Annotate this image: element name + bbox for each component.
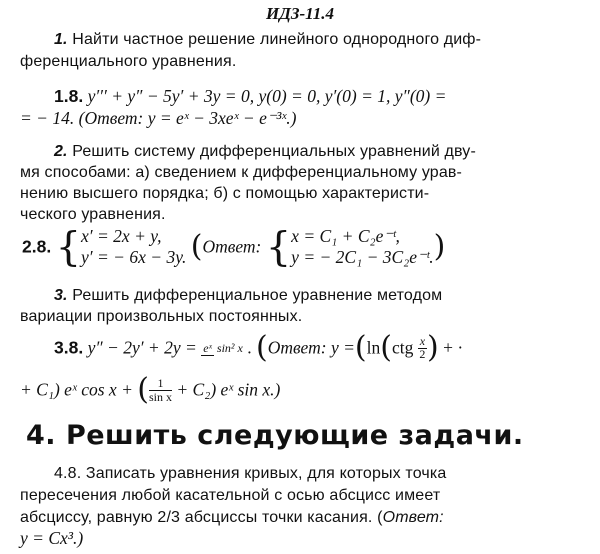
ex4-line3 — [20, 508, 444, 528]
task3-number: 3. — [54, 287, 68, 304]
ex3-ctg-num: x — [419, 334, 426, 349]
ex1-line2 — [20, 108, 296, 129]
ex3-open-paren: ( — [255, 330, 268, 365]
ex3-rhs-fraction — [201, 342, 243, 355]
ex4-answer — [20, 528, 83, 549]
ex1-answer: y = eˣ − 3xeˣ − e⁻³ˣ.) — [143, 108, 297, 128]
ex2-answer-brace: { — [265, 224, 292, 271]
ex4-text2: пересечения любой касательной с осью абсцисс имеет — [20, 487, 441, 504]
task2-text1: Решить систему дифференциальных уравнений дву- — [72, 143, 476, 160]
ex3-number: 3.8. — [54, 337, 84, 358]
ex3-line2-b: + C₂) eˣ sin x.) — [176, 379, 281, 400]
task1-line1 — [54, 30, 481, 50]
ex3-answer-word: Ответ: — [267, 337, 327, 358]
ex4-text3: абсциссу, равную 2/3 абсциссы точки касания. ( — [20, 509, 383, 526]
ex1-equation: y′′′ + y″ − 5y′ + 3y = 0, y(0) = 0, y′(0) = 1, y″(0) = — [87, 86, 447, 106]
ex2-sys1: x′ = 2x + y, — [81, 226, 162, 246]
ex1-line1 — [54, 86, 446, 107]
task2-text4: ческого уравнения. — [20, 206, 166, 223]
task1-number: 1. — [54, 31, 68, 48]
ex2-open-paren: ( — [190, 229, 203, 265]
ex2-answer-system — [291, 226, 433, 269]
ex3-frac2-num: 1 — [149, 377, 172, 391]
ex3-lhs: y″ − 2y′ + 2y = — [87, 337, 197, 358]
ex2-ans2: y = − 2C₁ − 3C₂e⁻ᵗ. — [291, 247, 434, 268]
ex2-answer-word: Ответ: — [202, 236, 262, 257]
ex1-number: 1.8. — [54, 86, 84, 106]
task1-text2: ференциального уравнения. — [20, 53, 237, 70]
ex3-ctg-fraction — [418, 335, 427, 361]
ex2-close-paren: ) — [433, 229, 446, 265]
ex3-line2: + C₁) eˣ cos x + ( $\frac{1}{\text{sin x}}$ + C₂) eˣ sin x.) — [20, 372, 281, 407]
page-title: ИДЗ-11.4 — [266, 4, 334, 23]
ex3-line1: 3.8. y″ − 2y′ + 2y = eˣ sin² x . (Ответ: $y =(\ln(ctg \frac{x}{2}$ ) + · — [54, 330, 464, 365]
task2-line1 — [54, 142, 476, 162]
task1-text1: Найти частное решение линейного однородного диф- — [72, 31, 482, 48]
ex3-frac-num: eˣ — [203, 340, 212, 355]
ex3-ln: ln — [366, 337, 381, 358]
ex3-second-fraction — [149, 377, 172, 404]
ex3-ctg-den: 2 — [419, 347, 426, 362]
ex3-ans-start: y = — [330, 337, 355, 358]
task2-text3: нению высшего порядка; б) с помощью характеристи- — [20, 185, 430, 202]
ex4-answer-text: y = Cx³.) — [20, 528, 84, 548]
ex3-frac2-den: sin x — [148, 389, 172, 404]
task3-text1: Решить дифференциальное уравнение методом — [72, 287, 443, 304]
ex3-line2-a: + C₁) eˣ cos x + — [20, 379, 133, 400]
task2-text2: мя способами: а) сведением к дифференциальному урав- — [20, 164, 463, 181]
ex2-system — [81, 226, 186, 269]
ex1-eq-end: = − 14. ( — [20, 108, 85, 128]
ex1-answer-word: Ответ: — [84, 108, 144, 128]
ex2-sys2: y′ = − 6x − 3y. — [81, 247, 187, 268]
ex2-number: 2.8. — [22, 236, 52, 257]
ex3-ctg: ctg — [391, 337, 414, 358]
ex2-block — [22, 226, 445, 269]
ex2-ans1: x = C₁ + C₂e⁻ᵗ, — [291, 226, 400, 246]
ex3-frac-den: sin² x — [216, 340, 243, 355]
ex2-left-brace: { — [55, 224, 82, 271]
ex4-text1: 4.8. Записать уравнения кривых, для которых точка — [54, 465, 447, 482]
section4-heading: 4. Решить следующие задачи. — [26, 420, 524, 451]
task3-line1 — [54, 286, 442, 306]
ex4-answer-word: Ответ: — [382, 509, 444, 526]
task2-number: 2. — [54, 143, 68, 160]
task3-text2: вариации произвольных постоянных. — [20, 308, 303, 325]
